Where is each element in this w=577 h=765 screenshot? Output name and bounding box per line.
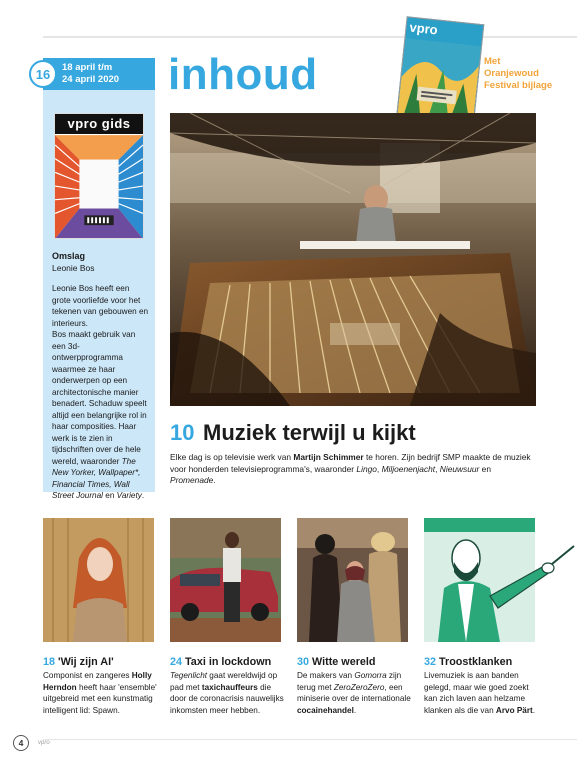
- story-taxi[interactable]: [170, 655, 288, 716]
- main-sep-2: ,: [435, 463, 440, 474]
- story-text-part: heeft haar 'ensemble' uitgebreid met een kunstmatig intelligent lid: Spawn.: [43, 682, 157, 715]
- cover-text-2: Bos maakt gebruik van een 3d-ontwerpprogramma waarmee ze haar onderwerpen op een architectonische manier benadert. Schaduw speelt altijd een belangrijke rol in haar composities. Haar werk is te zien in tijdschriften over de hele wereld, waaronder: [52, 330, 147, 466]
- story-text-part: , een miniserie over de internationale: [297, 682, 411, 703]
- page-title: inhoud: [168, 50, 318, 99]
- cover-text-2-wrap: [52, 329, 150, 502]
- main-article-intro: [170, 452, 536, 487]
- story-text-part: gaat wereldwijd op pad met: [170, 671, 278, 692]
- story-holly-herndon[interactable]: [43, 655, 161, 716]
- cover-publications: The New Yorker, Wallpaper*, Financial Times, Wall Street Journal: [52, 456, 141, 500]
- main-text-1: Elke dag is op televisie werk van: [170, 452, 294, 462]
- hero-photo[interactable]: [170, 113, 536, 406]
- main-name: Martijn Schimmer: [293, 452, 364, 462]
- story-text-bold: Holly Herndon: [43, 671, 152, 692]
- top-divider: [43, 36, 577, 38]
- story-text-bold: taxichauffeurs: [201, 682, 258, 692]
- zerozerozero-scene: [297, 518, 408, 642]
- story-text: [424, 670, 542, 716]
- story-text-part: Componist en zangeres: [43, 671, 132, 680]
- main-show-3: Nieuwsuur: [439, 463, 480, 474]
- footer-brand: vpro: [38, 740, 50, 746]
- story-heading: [170, 655, 288, 669]
- main-sep-1: ,: [376, 463, 382, 474]
- hero-piano-illustration: [170, 113, 536, 406]
- story-text: [297, 670, 415, 716]
- story-illustration-troostklanken[interactable]: [424, 518, 576, 642]
- story-number: 18: [43, 656, 56, 668]
- story-photo-zerozerozero[interactable]: [297, 518, 408, 642]
- issue-dates-line2: 24 april 2020: [62, 74, 120, 85]
- story-text-italic: Tegenlicht: [170, 671, 208, 680]
- cover-text-1: Leonie Bos heeft een grote voorliefde voor het tekenen van gebouwen en interieurs.: [52, 284, 149, 328]
- cover-credit-text: [52, 283, 150, 502]
- cover-credit-author: Leonie Bos: [52, 263, 95, 273]
- story-photo-holly-herndon[interactable]: [43, 518, 154, 642]
- cover-credit-title: Omslag: [52, 251, 86, 261]
- issue-dates: [62, 62, 154, 86]
- cover-illustration: [55, 134, 143, 239]
- story-number: 32: [424, 656, 437, 668]
- main-article-title[interactable]: Muziek terwijl u kijkt: [203, 420, 416, 445]
- taxi-scene: [170, 518, 281, 642]
- supplement-logo: vpro: [408, 19, 439, 38]
- story-text-part: .: [353, 705, 357, 715]
- cover-text-4: .: [141, 491, 145, 500]
- story-text: [43, 670, 161, 716]
- cover-thumbnail[interactable]: [54, 113, 144, 239]
- main-text-2: te horen. Zijn bedrijf SMP maakte de muziek voor honderden televisieprogramma's, waaronder: [170, 452, 531, 474]
- story-text-part: De makers van: [297, 671, 355, 680]
- story-heading: [297, 655, 415, 669]
- main-show-1: Lingo: [356, 463, 377, 474]
- cover-publication-variety: Variety: [116, 491, 142, 500]
- story-troostklanken[interactable]: [424, 655, 542, 716]
- story-text-part: die door de coronacrisis nauwelijks inkomsten meer hebben.: [170, 682, 284, 715]
- main-show-2: Miljoenenjacht: [381, 463, 436, 474]
- story-photo-taxi[interactable]: [170, 518, 281, 642]
- cover-logo: vpro gids: [55, 114, 143, 134]
- main-article-number: 10: [170, 420, 195, 445]
- story-heading: [43, 655, 161, 669]
- story-text-italic: ZeroZeroZero: [333, 682, 385, 692]
- story-text-part: .: [532, 705, 536, 715]
- story-text-italic: Gomorra: [354, 671, 387, 680]
- story-witte-wereld[interactable]: [297, 655, 415, 716]
- story-number: 30: [297, 656, 310, 668]
- story-title: Witte wereld: [312, 656, 376, 668]
- issue-dates-line1: 18 april t/m: [62, 62, 113, 73]
- story-title: Troostklanken: [439, 656, 513, 668]
- page-number: 4: [13, 735, 29, 751]
- story-title: Taxi in lockdown: [185, 656, 272, 668]
- supplement-label: Met Oranjewoud Festival bijlage: [484, 56, 553, 91]
- main-end: .: [213, 475, 216, 485]
- bottom-divider: [43, 739, 577, 740]
- story-text-bold: Arvo Pärt: [495, 705, 533, 715]
- story-heading: [424, 655, 542, 669]
- main-sep-3: en: [479, 463, 492, 474]
- story-text-bold: cocainehandel: [297, 705, 354, 715]
- holly-portrait: [43, 518, 154, 642]
- story-text: [170, 670, 288, 716]
- story-number: 24: [170, 656, 183, 668]
- cover-text-3: en: [102, 491, 117, 500]
- story-title: 'Wij zijn AI': [58, 656, 114, 668]
- story-text-part: zijn terug met: [297, 671, 402, 692]
- issue-number: 16: [29, 60, 57, 88]
- story-text-part: Livemuziek is aan banden gelegd, maar wie goed zoekt kan zich laven aan helzame klanken als die van: [424, 671, 529, 715]
- conductor-illustration: [424, 518, 576, 642]
- main-show-4: Promenade: [170, 475, 214, 485]
